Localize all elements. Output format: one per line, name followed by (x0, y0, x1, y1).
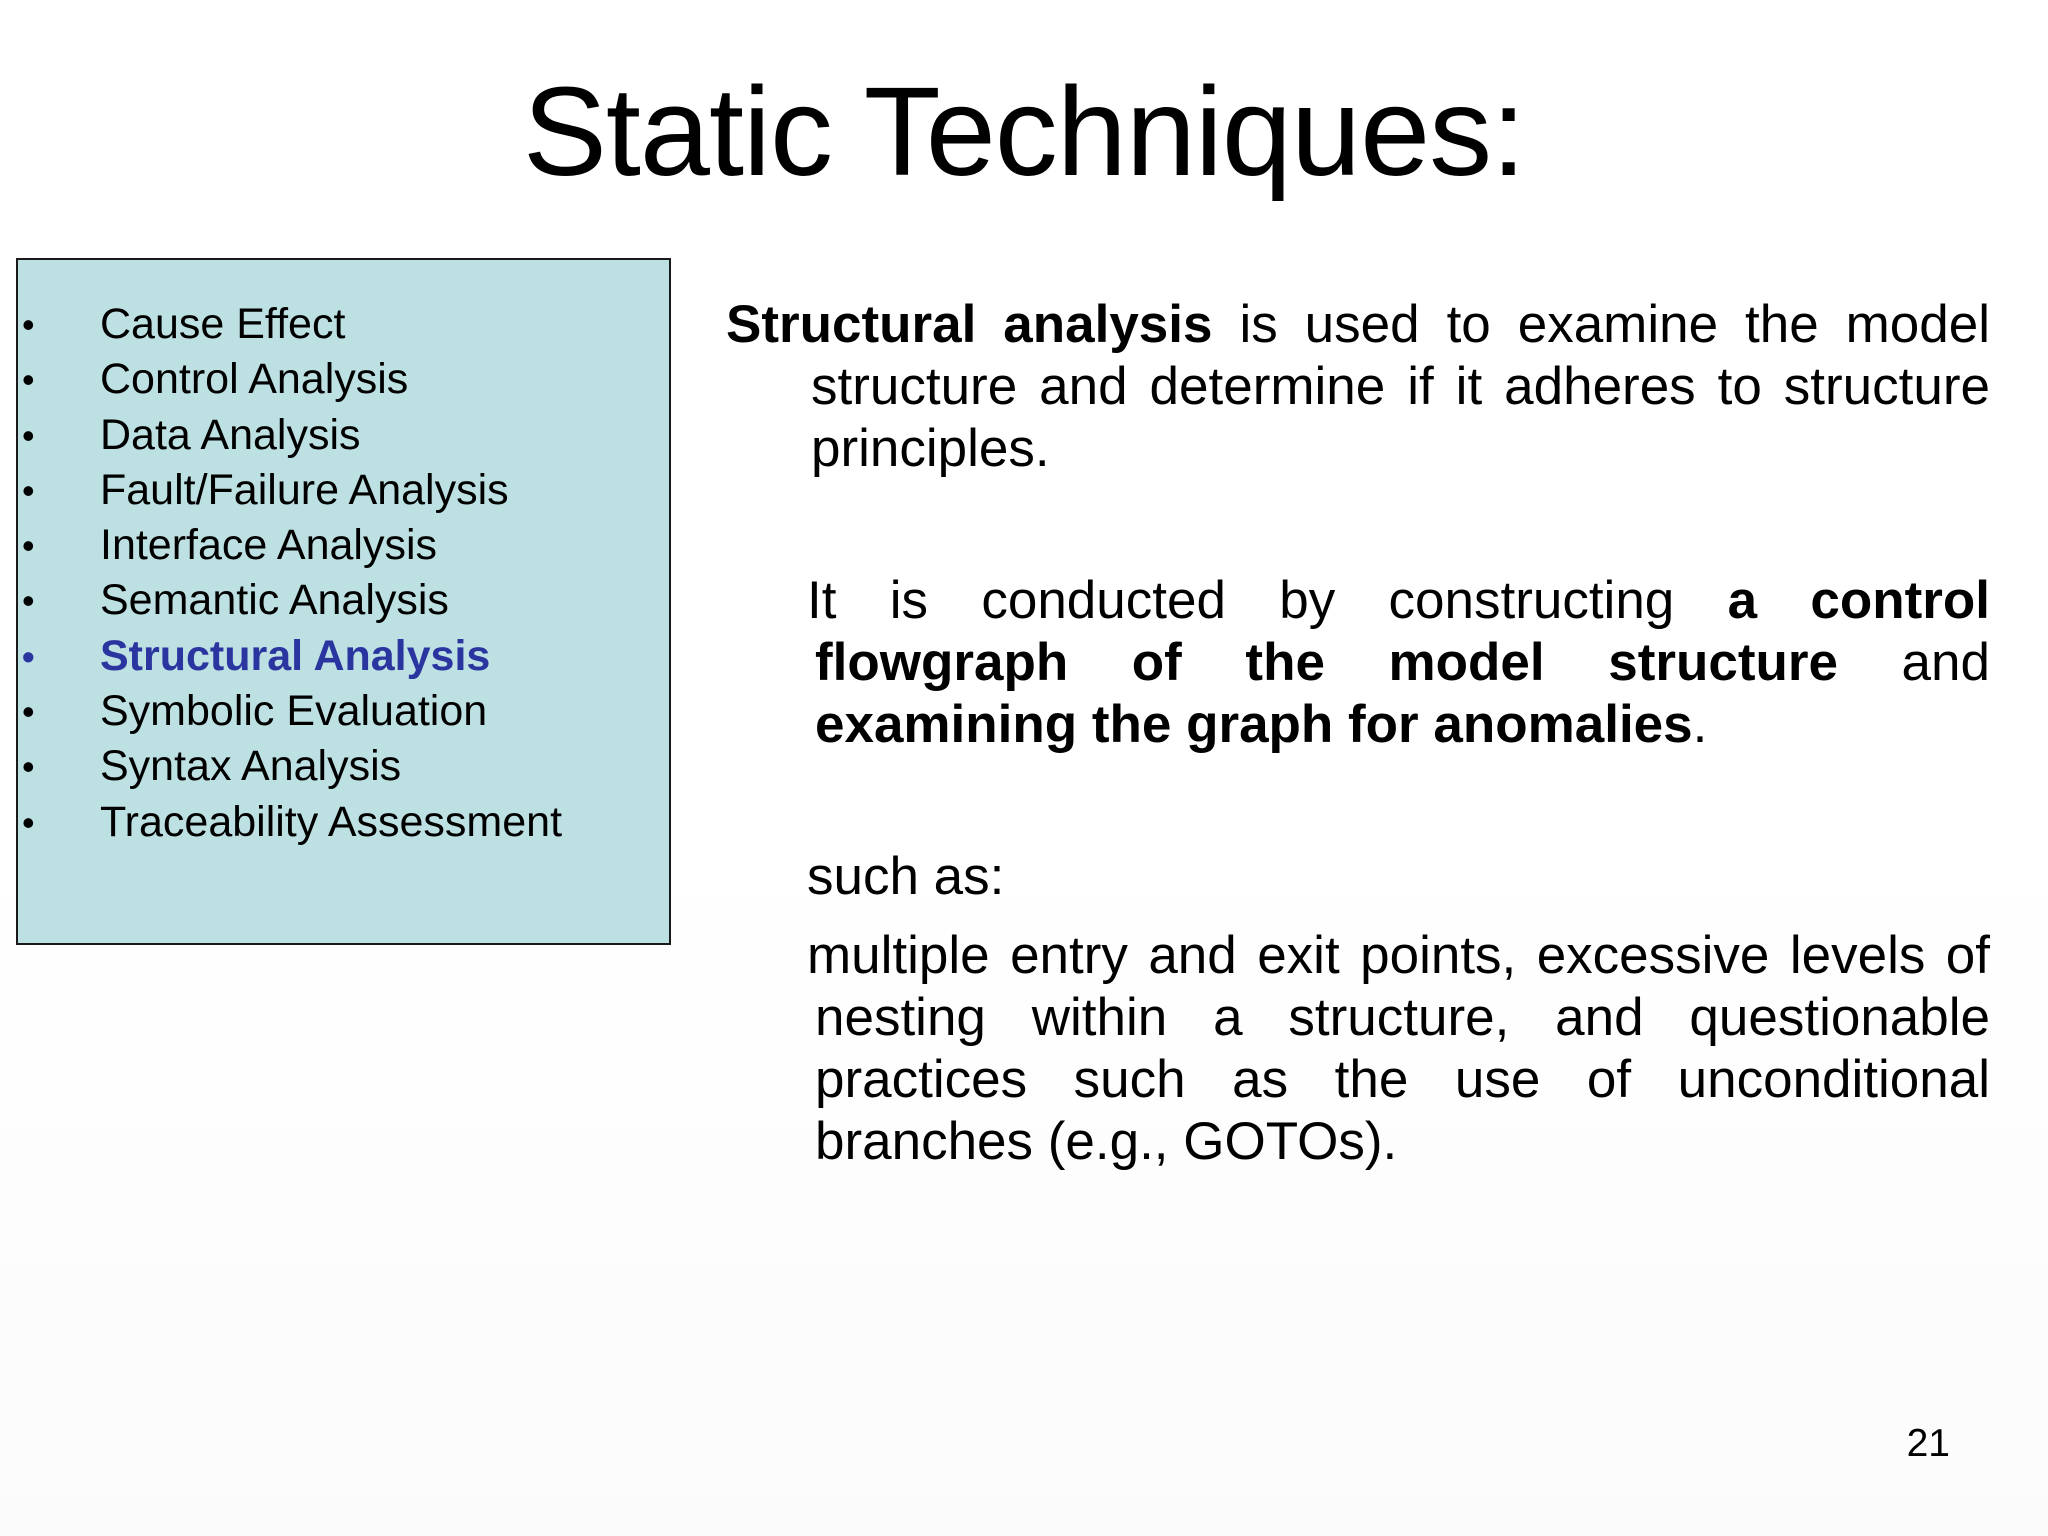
list-item-label: Symbolic Evaluation (100, 687, 488, 736)
list-item-label: Cause Effect (100, 300, 346, 348)
techniques-panel (16, 258, 671, 945)
paragraph-such-as: such as: (807, 847, 1005, 906)
list-item-label: Structural Analysis (100, 631, 491, 680)
bullet-icon: • (22, 635, 35, 677)
paragraph-anomaly-examples: multiple entry and exit points, excessive levels of nesting within a structure, and questionable practices such as the use of unconditional branches (e.g., GOTOs). (807, 926, 1990, 1171)
definition-text: is used to examine the model structure and determine if it adheres to structure principles. (811, 295, 1990, 478)
list-item-label: Control Analysis (100, 355, 409, 404)
bullet-icon: • (22, 746, 35, 788)
method-lead: It is conducted by constructing (807, 571, 1728, 630)
bullet-icon: • (22, 414, 35, 456)
bullet-icon: • (22, 304, 35, 345)
slide-title: Static Techniques: (522, 61, 1526, 202)
method-bold-control-flowgraph: a control flowgraph of the model structure (815, 571, 1990, 692)
list-item-label: Syntax Analysis (100, 742, 402, 791)
bullet-icon: • (22, 469, 35, 511)
method-mid: and (1837, 633, 1990, 692)
list-item-label: Interface Analysis (100, 521, 438, 570)
bullet-icon: • (22, 580, 35, 622)
list-item-label: Semantic Analysis (100, 576, 449, 625)
list-item-label: Traceability Assessment (100, 797, 563, 846)
bullet-icon: • (22, 691, 35, 733)
list-item-label: Data Analysis (100, 410, 361, 459)
paragraph-definition (726, 294, 1990, 480)
page-number: 21 (1906, 1422, 1950, 1465)
term-structural-analysis: Structural analysis (726, 295, 1213, 354)
bullet-icon: • (22, 359, 35, 401)
bullet-icon: • (22, 525, 35, 567)
bullet-icon: • (22, 801, 35, 843)
method-end: . (1692, 695, 1708, 754)
list-item-label: Fault/Failure Analysis (100, 465, 509, 514)
paragraph-method (807, 570, 1990, 756)
method-bold-anomalies: examining the graph for anomalies (815, 695, 1693, 754)
